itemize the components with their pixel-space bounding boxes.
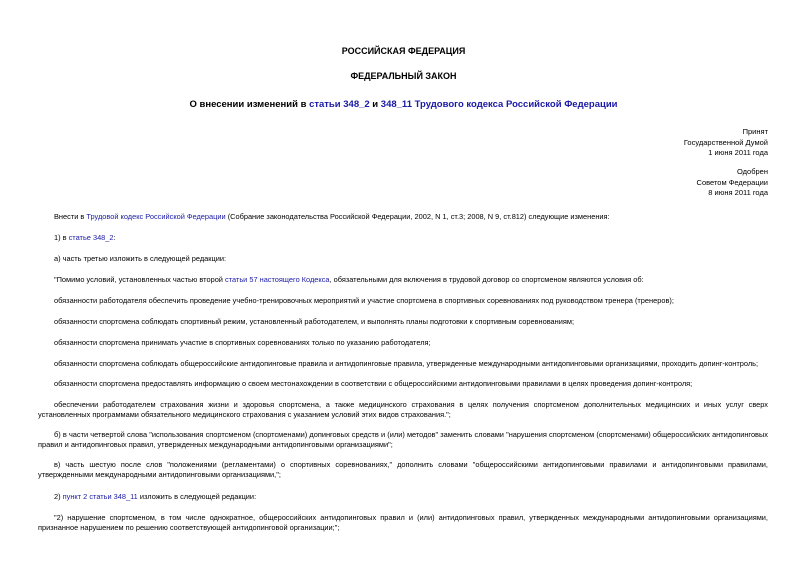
item-2-pre: 2) [54,492,63,501]
paragraph-intro [38,212,768,222]
item-1-post: : [113,233,116,242]
link-article-57[interactable]: статьи 57 настоящего Кодекса [224,275,330,284]
adopted-date: 1 июня 2011 года [708,148,768,157]
link-article-348-11-point-2[interactable]: пункт 2 статьи 348_11 [62,492,138,501]
paragraph-sub-v: в) часть шестую после слов "положениями (регламентами) о спортивных соревнованиях," дополнить словами "общероссийскими антидопинговыми правилами и антидопинговыми правилами, утвержденными международными антидопинговыми организациями,"; [38,460,768,479]
paragraph-sub-b: б) в части четвертой слова "использования спортсменом (спортсменами) допинговых средств и (или) методов" заменить словами "нарушения спортсменом (спортсменами) общероссийских антидопинговых правил и антидопинговых правил, утвержденных международными антидопинговыми организациями"; [38,430,768,449]
paragraph-employer-obligation: обязанности работодателя обеспечить проведение учебно-тренировочных мероприятий и участие спортсмена в спортивных соревнованиях под руководством тренера (тренеров); [54,296,674,305]
title-link-article-348-2[interactable]: статьи 348_2 [309,99,370,110]
conditions-post: , обязательными для включения в трудовой договор со спортсменом являются условия об: [329,275,644,284]
paragraph-item-2 [38,492,768,502]
paragraph-athlete-participation: обязанности спортсмена принимать участие в спортивных соревнованиях только по указанию работодателя; [54,338,431,347]
item-1-pre: 1) в [54,233,69,242]
title-link-article-348-11[interactable]: 348_11 Трудового кодекса Российской Федерации [380,99,618,110]
adopted-by: Государственной Думой [683,137,768,147]
paragraph-item-1 [38,233,768,243]
paragraph-insurance: обеспечении работодателем страхования жизни и здоровья спортсмена, а также медицинского страхования в целях получения спортсменом дополнительных медицинских и иных услуг сверх установленных программами обязательного медицинского страхования с указанием условий этих видов страхования."; [38,400,768,419]
approved-date: 8 июня 2011 года [708,188,768,197]
title-prefix: О внесении изменений в [189,99,310,110]
paragraph-sub-a: а) часть третью изложить в следующей редакции: [54,254,227,263]
header-country: РОССИЙСКАЯ ФЕДЕРАЦИЯ [341,46,466,56]
title-mid: и [369,99,381,110]
adopted-block [684,127,768,159]
paragraph-new-point-2: "2) нарушение спортсменом, в том числе однократное, общероссийских антидопинговых правил и (или) антидопинговых правил, утвержденных международными антидопинговыми организациями, признанное нарушением по решению соответствующей антидопинговой организации;"; [38,513,768,532]
link-labor-code[interactable]: Трудовой кодекс Российской Федерации [86,212,226,221]
item-2-post: изложить в следующей редакции: [137,492,257,501]
document-title [0,99,807,110]
header-doc-type: ФЕДЕРАЛЬНЫЙ ЗАКОН [350,71,457,81]
link-article-348-2[interactable]: статье 348_2 [68,233,114,242]
intro-text-pre: Внести в [54,212,87,221]
approved-block [697,167,768,199]
paragraph-antidoping-rules: обязанности спортсмена соблюдать общероссийские антидопинговые правила и антидопинговые правила, утвержденные международными антидопинговыми организациями, проходить допинг-контроль; [54,359,759,368]
paragraph-location-info: обязанности спортсмена предоставлять информацию о своем местонахождении в соответствии с общероссийскими антидопинговыми правилами в целях проведения допинг-контроля; [54,379,693,388]
paragraph-athlete-regime: обязанности спортсмена соблюдать спортивный режим, установленный работодателем, и выполнять планы подготовки к спортивным соревнованиям; [54,317,574,326]
intro-text-post: (Собрание законодательства Российской Федерации, 2002, N 1, ст.3; 2008, N 9, ст.812) следующие изменения: [225,212,610,221]
conditions-pre: "Помимо условий, установленных частью второй [54,275,225,284]
approved-label: Одобрен [737,167,768,176]
adopted-label: Принят [742,127,768,136]
approved-by: Советом Федерации [696,177,768,187]
paragraph-conditions [38,275,768,285]
